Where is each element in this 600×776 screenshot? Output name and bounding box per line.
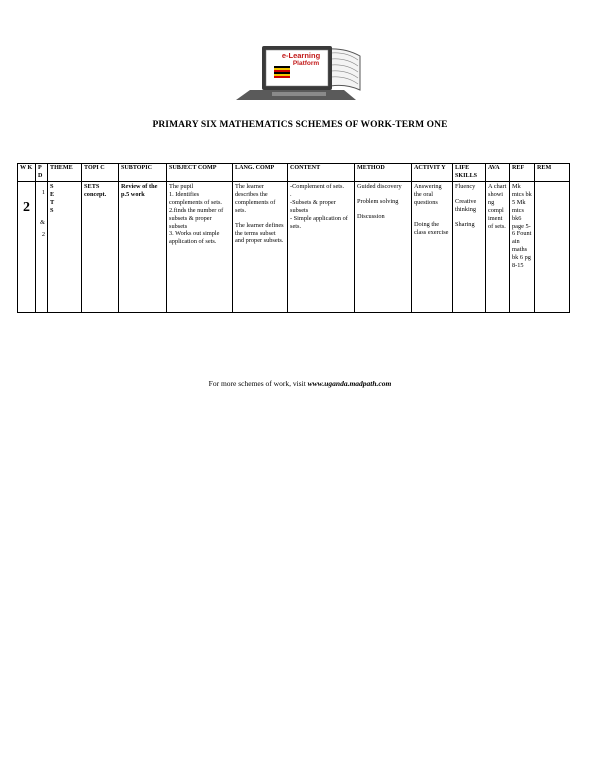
- header-lang-comp: LANG. COMP: [233, 164, 288, 182]
- footer-link[interactable]: www.uganda.madpath.com: [307, 379, 392, 388]
- week-number: 2: [23, 200, 30, 216]
- header-ava: AVA: [486, 164, 510, 182]
- subject-comp-3: 3. Works out simple application of sets.: [169, 230, 220, 246]
- logo-text-line1: e-Learning: [281, 51, 321, 60]
- header-pd: P D: [36, 164, 48, 182]
- period-2: 2: [41, 230, 45, 238]
- footer-text: For more schemes of work, visit: [208, 379, 308, 388]
- cell-ref: Mk mtcs bk 5 Mk mtcs bk6 page 5-6 Fount ain maths bk 6 pg 8-15: [510, 182, 535, 313]
- header-wk: W K: [18, 164, 36, 182]
- content-1: -Complement of sets.: [290, 183, 345, 191]
- header-life-skills: LIFE SKILLS: [453, 164, 486, 182]
- cell-subtopic: Review of the p.5 work: [119, 182, 167, 313]
- header-topic: TOPI C: [82, 164, 119, 182]
- cell-activity: [412, 182, 453, 313]
- document-title: PRIMARY SIX MATHEMATICS SCHEMES OF WORK-TERM ONE: [152, 120, 448, 130]
- period-1: 1: [41, 189, 45, 197]
- subject-comp-2: 2.finds the number of subsets & proper subsets: [169, 206, 224, 230]
- table-row: [18, 182, 570, 313]
- logo-text-line2: Platform: [292, 60, 320, 67]
- subject-comp-1: 1. Identifies complements of sets.: [169, 191, 222, 206]
- content-3: - Simple application of sets.: [290, 214, 348, 230]
- header-subject-comp: SUBJECT COMP: [167, 164, 233, 182]
- cell-wk: [18, 182, 36, 313]
- header-subtopic: SUBTOPIC: [119, 164, 167, 182]
- theme-letter-s: S: [50, 183, 54, 191]
- header-activity: ACTIVIT Y: [412, 164, 453, 182]
- cell-subject-comp: [167, 182, 233, 313]
- content-dot: .: [290, 191, 292, 199]
- method-2: Problem solving: [357, 198, 399, 206]
- theme-letter-e: E: [50, 191, 55, 199]
- theme-letter-t: T: [50, 198, 55, 206]
- activity-1: Answering the oral questions: [414, 183, 442, 206]
- scheme-of-work-table: [17, 163, 570, 313]
- header-rem: REM: [535, 164, 570, 182]
- content-2: -Subsets & proper subsets: [290, 198, 336, 214]
- lang-comp-1: The learner describes the complements of sets.: [235, 183, 276, 214]
- header-row: [18, 164, 570, 182]
- period-and: &: [40, 219, 45, 227]
- life-skill-3: Sharing: [455, 220, 475, 228]
- header-theme: THEME: [48, 164, 82, 182]
- cell-topic: SETS concept.: [82, 182, 119, 313]
- life-skill-2: Creative thinking: [455, 198, 477, 213]
- subject-comp-intro: The pupil: [169, 183, 194, 191]
- footer-note: [0, 379, 600, 388]
- life-skill-1: Fluency: [455, 183, 476, 191]
- cell-rem: [535, 182, 570, 313]
- lang-comp-2: The learner defines the terms subset and proper subsets.: [235, 221, 284, 245]
- e-learning-platform-logo: [232, 44, 367, 104]
- theme-letter-s2: S: [50, 206, 54, 214]
- cell-pd: [36, 182, 48, 313]
- header-ref: REF: [510, 164, 535, 182]
- cell-ava: A chart showi ng compl iment of sets.: [486, 182, 510, 313]
- header-method: METHOD: [355, 164, 412, 182]
- method-1: Guided discovery: [357, 183, 402, 191]
- cell-method: [355, 182, 412, 313]
- cell-theme: [48, 182, 82, 313]
- cell-life-skills: [453, 182, 486, 313]
- cell-lang-comp: [233, 182, 288, 313]
- activity-2: Doing the class exercise: [414, 220, 449, 236]
- cell-content: [288, 182, 355, 313]
- method-3: Discussion: [357, 212, 385, 220]
- header-content: CONTENT: [288, 164, 355, 182]
